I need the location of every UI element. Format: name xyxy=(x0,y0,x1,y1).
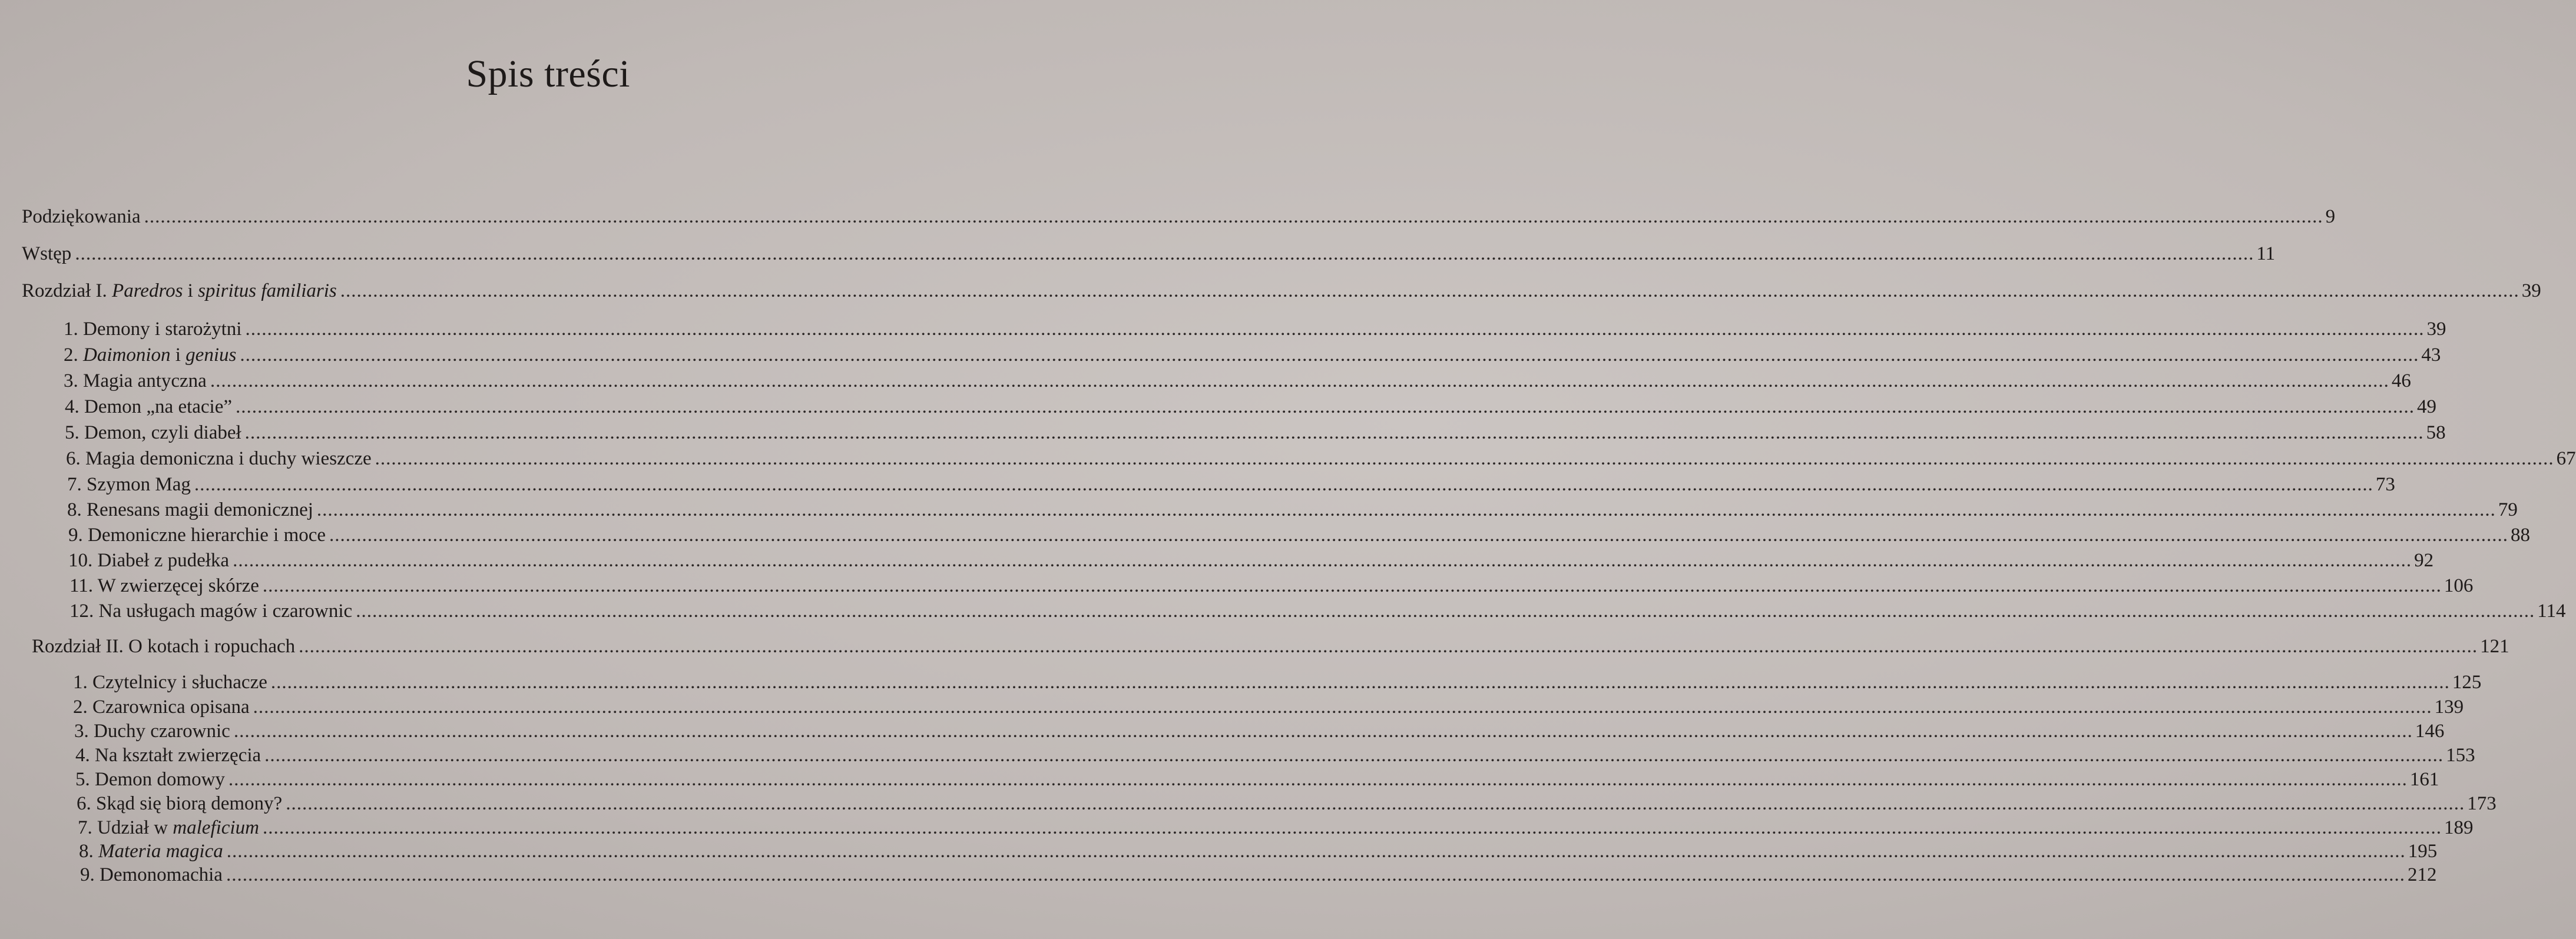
toc-entry-label: 3. Magia antyczna xyxy=(64,370,207,391)
toc-entry-label: 1. Demony i starożytni xyxy=(64,318,242,340)
toc-entry xyxy=(67,499,2518,524)
toc-page-number: 212 xyxy=(2407,864,2437,885)
toc-page-number: 139 xyxy=(2434,696,2464,718)
toc-entry-label: Rozdział II. O kotach i ropuchach xyxy=(32,636,296,657)
toc-page-number: 173 xyxy=(2467,793,2496,814)
label-part: i xyxy=(183,280,198,301)
dot-leader: ................................................................................................................................................................................................................................................................................................................................................................................................................ xyxy=(329,525,2509,546)
toc-entry-label: Podziękowania xyxy=(22,206,141,227)
label-part: i xyxy=(170,344,186,366)
toc-entry xyxy=(75,745,2475,769)
toc-entry xyxy=(22,280,2541,305)
dot-leader: ................................................................................................................................................................................................................................................................................................................................................................................................................ xyxy=(245,318,2425,340)
dot-leader: ................................................................................................................................................................................................................................................................................................................................................................................................................ xyxy=(316,499,2496,520)
dot-leader: ................................................................................................................................................................................................................................................................................................................................................................................................................ xyxy=(244,422,2424,443)
toc-entry xyxy=(66,448,2576,473)
toc-page-number: 9 xyxy=(2325,206,2336,227)
dot-leader: ................................................................................................................................................................................................................................................................................................................................................................................................................ xyxy=(286,793,2465,814)
dot-leader: ................................................................................................................................................................................................................................................................................................................................................................................................................ xyxy=(299,636,2478,657)
toc-entry-label: 6. Skąd się biorą demony? xyxy=(77,793,283,814)
toc-entry xyxy=(64,370,2411,395)
label-part: 7. Udział w xyxy=(78,817,173,838)
label-part-italic: spiritus familiaris xyxy=(198,280,337,301)
dot-leader: ................................................................................................................................................................................................................................................................................................................................................................................................................ xyxy=(210,370,2389,391)
dot-leader: ................................................................................................................................................................................................................................................................................................................................................................................................................ xyxy=(240,344,2419,366)
toc-entry-label: 1. Czytelnicy i słuchacze xyxy=(73,672,267,693)
dot-leader: ................................................................................................................................................................................................................................................................................................................................................................................................................ xyxy=(253,696,2432,718)
toc-page-number: 49 xyxy=(2417,396,2437,417)
toc-entry-label: 11. W zwierzęcej skórze xyxy=(69,575,259,596)
toc-entry xyxy=(32,636,2509,661)
toc-entry xyxy=(65,396,2437,421)
toc-entry-label: 9. Demoniczne hierarchie i moce xyxy=(68,525,326,546)
toc-entry xyxy=(68,525,2531,549)
toc-entry-label: 10. Diabeł z pudełka xyxy=(68,550,230,571)
toc-page-number: 125 xyxy=(2452,672,2482,693)
toc-page-number: 153 xyxy=(2446,745,2475,766)
dot-leader: ................................................................................................................................................................................................................................................................................................................................................................................................................ xyxy=(228,769,2408,790)
toc-entry xyxy=(78,817,2474,842)
toc-page-number: 121 xyxy=(2480,636,2509,657)
toc-page-number: 161 xyxy=(2409,769,2439,790)
toc-entry xyxy=(74,721,2445,745)
toc-page-number: 189 xyxy=(2443,817,2474,838)
toc-entry-label: 8. Renesans magii demonicznej xyxy=(67,499,313,520)
toc-page-number: 67 xyxy=(2556,448,2576,469)
toc-entry xyxy=(75,769,2439,794)
label-part-italic: Paredros xyxy=(112,280,183,301)
toc-page-number: 43 xyxy=(2421,344,2441,366)
dot-leader: ................................................................................................................................................................................................................................................................................................................................................................................................................ xyxy=(226,864,2405,885)
toc-entry xyxy=(73,696,2464,721)
dot-leader: ................................................................................................................................................................................................................................................................................................................................................................................................................ xyxy=(194,474,2373,495)
toc-page-number: 92 xyxy=(2414,550,2434,571)
toc-entry-label: 12. Na usługach magów i czarownic xyxy=(69,600,353,622)
dot-leader: ................................................................................................................................................................................................................................................................................................................................................................................................................ xyxy=(375,448,2554,469)
toc-entry-label: 2. Czarownica opisana xyxy=(73,696,250,718)
toc-page-number: 88 xyxy=(2511,525,2531,546)
label-part: 8. xyxy=(79,841,98,862)
dot-leader: ................................................................................................................................................................................................................................................................................................................................................................................................................ xyxy=(262,817,2442,838)
toc-page-number: 146 xyxy=(2415,721,2445,742)
toc-entry xyxy=(69,600,2566,625)
toc-page-number: 79 xyxy=(2498,499,2518,520)
dot-leader: ................................................................................................................................................................................................................................................................................................................................................................................................................ xyxy=(340,280,2519,301)
toc-entry-label xyxy=(78,817,259,839)
dot-leader: ................................................................................................................................................................................................................................................................................................................................................................................................................ xyxy=(236,396,2415,417)
toc-entry xyxy=(64,318,2446,343)
toc-entry xyxy=(65,422,2446,447)
dot-leader: ................................................................................................................................................................................................................................................................................................................................................................................................................ xyxy=(75,243,2254,264)
label-part-italic: maleficium xyxy=(173,817,259,838)
label-part: 2. xyxy=(64,344,83,366)
toc-page-number: 46 xyxy=(2391,370,2411,391)
toc-entry xyxy=(68,550,2434,575)
dot-leader: ................................................................................................................................................................................................................................................................................................................................................................................................................ xyxy=(270,672,2450,693)
label-part-italic: genius xyxy=(186,344,237,366)
toc-entry-label: 3. Duchy czarownic xyxy=(74,721,230,742)
toc-entry-label: 5. Demon, czyli diabeł xyxy=(65,422,241,443)
toc-entry-label: 7. Szymon Mag xyxy=(67,474,191,495)
toc-entry xyxy=(69,575,2474,600)
dot-leader: ................................................................................................................................................................................................................................................................................................................................................................................................................ xyxy=(226,841,2406,862)
toc-page-number: 39 xyxy=(2521,280,2541,301)
page-title: Spis treści xyxy=(466,52,630,95)
toc-page-number: 195 xyxy=(2408,841,2438,862)
toc-page-number: 106 xyxy=(2443,575,2474,596)
toc-entry-label: 4. Demon „na etacie” xyxy=(65,396,233,417)
dot-leader: ................................................................................................................................................................................................................................................................................................................................................................................................................ xyxy=(144,206,2323,227)
toc-entry-label xyxy=(22,280,337,302)
toc-entry-label: 4. Na kształt zwierzęcia xyxy=(75,745,261,766)
toc-entry xyxy=(79,841,2438,865)
toc-entry xyxy=(22,243,2276,268)
toc-entry-label: Wstęp xyxy=(22,243,72,264)
dot-leader: ................................................................................................................................................................................................................................................................................................................................................................................................................ xyxy=(233,721,2413,742)
toc-entry xyxy=(73,672,2482,696)
label-part-italic: Materia magica xyxy=(98,841,223,862)
dot-leader: ................................................................................................................................................................................................................................................................................................................................................................................................................ xyxy=(264,745,2444,766)
toc-entry-label: 5. Demon domowy xyxy=(75,769,225,790)
toc-entry xyxy=(77,793,2496,818)
toc-page-number: 11 xyxy=(2256,243,2276,264)
toc-page-number: 73 xyxy=(2375,474,2395,495)
toc-entry xyxy=(67,474,2395,499)
dot-leader: ................................................................................................................................................................................................................................................................................................................................................................................................................ xyxy=(262,575,2442,596)
toc-entry-label: 6. Magia demoniczna i duchy wieszcze xyxy=(66,448,372,469)
toc-entry-label xyxy=(79,841,223,862)
toc-entry-label xyxy=(64,344,236,366)
toc-page-number: 39 xyxy=(2426,318,2446,340)
label-part: Rozdział I. xyxy=(22,280,112,301)
dot-leader: ................................................................................................................................................................................................................................................................................................................................................................................................................ xyxy=(233,550,2412,571)
toc-entry xyxy=(64,344,2441,369)
toc-entry-label: 9. Demonomachia xyxy=(80,864,223,885)
toc-page-number: 58 xyxy=(2426,422,2446,443)
dot-leader: ................................................................................................................................................................................................................................................................................................................................................................................................................ xyxy=(356,600,2535,622)
toc-entry xyxy=(22,206,2336,231)
label-part-italic: Daimonion xyxy=(83,344,171,366)
toc-entry xyxy=(80,864,2437,889)
toc-page-number: 114 xyxy=(2537,600,2566,622)
